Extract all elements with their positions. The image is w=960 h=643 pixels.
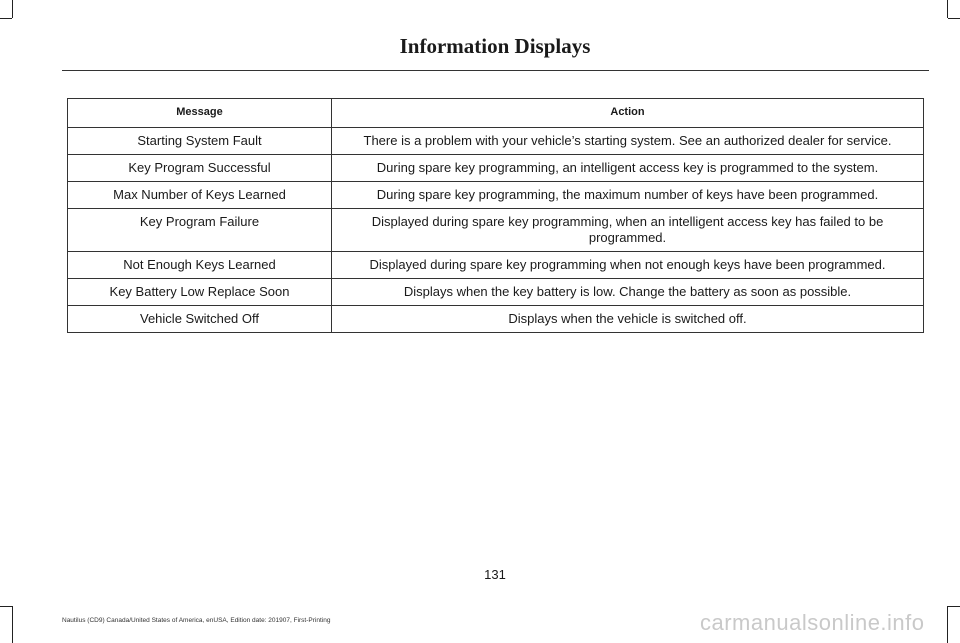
message-cell: Key Program Successful xyxy=(68,155,332,182)
crop-mark-top-right-h xyxy=(948,18,960,19)
message-cell: Starting System Fault xyxy=(68,128,332,155)
message-cell: Not Enough Keys Learned xyxy=(68,252,332,279)
message-action-table xyxy=(67,98,924,333)
message-cell: Key Program Failure xyxy=(68,209,332,252)
edition-footer: Nautilus (CD9) Canada/United States of America, enUSA, Edition date: 201907, First-Printing xyxy=(62,617,331,624)
table-row xyxy=(68,182,924,209)
action-cell: Displays when the vehicle is switched off. xyxy=(332,306,924,333)
message-cell: Max Number of Keys Learned xyxy=(68,182,332,209)
message-cell: Key Battery Low Replace Soon xyxy=(68,279,332,306)
message-cell: Vehicle Switched Off xyxy=(68,306,332,333)
action-cell: During spare key programming, an intelligent access key is programmed to the system. xyxy=(332,155,924,182)
header-action: Action xyxy=(332,99,924,128)
table-row xyxy=(68,306,924,333)
crop-mark-bottom-left-h xyxy=(0,606,12,607)
page-title: Information Displays xyxy=(399,34,591,58)
action-cell: Displays when the key battery is low. Change the battery as soon as possible. xyxy=(332,279,924,306)
table-header-row xyxy=(68,99,924,128)
crop-mark-top-left-h xyxy=(0,18,12,19)
table-row xyxy=(68,128,924,155)
crop-mark-top-left-v xyxy=(12,0,13,18)
action-cell: Displayed during spare key programming when not enough keys have been programmed. xyxy=(332,252,924,279)
header-message: Message xyxy=(68,99,332,128)
crop-mark-bottom-left-v xyxy=(12,606,13,643)
action-cell: There is a problem with your vehicle’s starting system. See an authorized dealer for service. xyxy=(332,128,924,155)
crop-mark-bottom-right-v xyxy=(947,606,948,643)
action-cell: Displayed during spare key programming, when an intelligent access key has failed to be programmed. xyxy=(332,209,924,252)
table-row xyxy=(68,279,924,306)
action-cell: During spare key programming, the maximum number of keys have been programmed. xyxy=(332,182,924,209)
crop-mark-bottom-right-h xyxy=(948,606,960,607)
watermark-text: carmanualsonline.info xyxy=(700,610,925,635)
table-row xyxy=(68,155,924,182)
page-number: 131 xyxy=(484,567,506,582)
table-row xyxy=(68,252,924,279)
crop-mark-top-right-v xyxy=(947,0,948,18)
title-divider xyxy=(62,70,929,71)
table-row xyxy=(68,209,924,252)
